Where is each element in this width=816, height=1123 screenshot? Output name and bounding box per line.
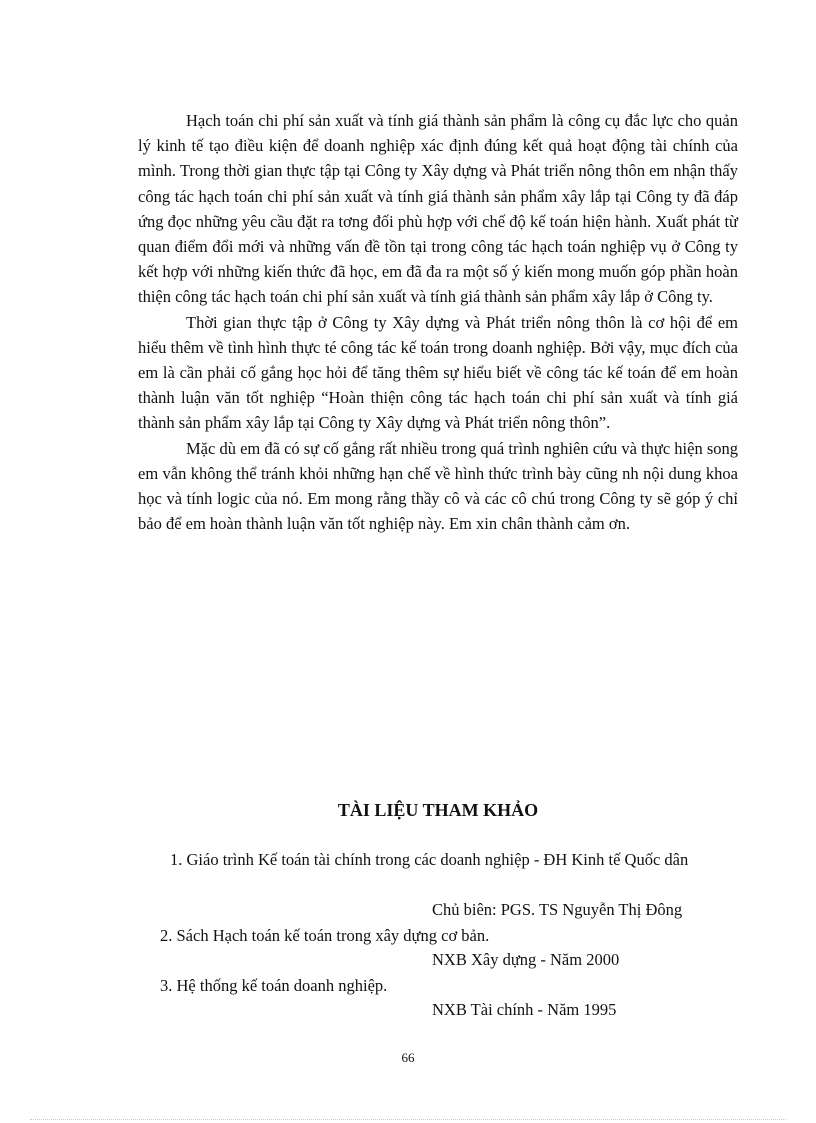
paragraph-2: Thời gian thực tập ở Công ty Xây dựng và Phát triển nông thôn là cơ hội để em hiểu thêm về tình hình thực té công tác kế toán trong doanh nghiệp. Bởi vậy, mục đích của em là cần phải cố gắng học hỏi để tăng thêm sự hiểu biết về công tác kế toán để em hoàn thành luận văn tốt nghiệp “Hoàn thiện công tác hạch toán chi phí sản xuất và tính giá thành sản phẩm xây lắp tại Công ty Xây dựng và Phát triển nông thôn”.: [138, 312, 738, 433]
reference-item-2: 2. Sách Hạch toán kế toán trong xây dựng cơ bản.: [160, 926, 490, 945]
references-title: TÀI LIỆU THAM KHẢO: [337, 800, 539, 820]
page-number: 66: [401, 1050, 415, 1065]
conclusion-text: [138, 108, 738, 536]
reference-item-1: 1. Giáo trình Kế toán tài chính trong các doanh nghiệp - ĐH Kinh tế Quốc dân: [170, 850, 689, 869]
paragraph-3: Mặc dù em đã có sự cố gắng rất nhiều trong quá trình nghiên cứu và thực hiện song em vẫn không thể tránh khỏi những hạn chế về hình thức trình bày cũng nh nội dung khoa học và tính logic của nó. Em mong rằng thầy cô và các cô chú trong Công ty sẽ góp ý chỉ bảo để em hoàn thành luận văn tốt nghiệp này. Em xin chân thành cảm ơn.: [138, 438, 738, 534]
paragraph-1: Hạch toán chi phí sản xuất và tính giá thành sản phẩm là công cụ đắc lực cho quản lý kinh tế tạo điều kiện để doanh nghiệp xác định đúng kết quả hoạt động tài chính của mình. Trong thời gian thực tập tại Công ty Xây dựng và Phát triển nông thôn em nhận thấy công tác hạch toán chi phí sản xuất và tính giá thành sản phẩm xây lắp tại Công ty đã đáp ứng đọc những yêu cầu đặt ra tơng đối phù hợp với chế độ kế toán hiện hành. Xuất phát từ quan điểm đổi mới và những vấn đề tồn tại trong công tác hạch toán nghiệp vụ ở Công ty kết hợp với những kiến thức đã học, em đã đa ra một số ý kiến mong muốn góp phần hoàn thiện công tác hạch toán chi phí sản xuất và tính giá thành sản phẩm xây lắp ở Công ty.: [138, 111, 738, 307]
reference-source-1: Chủ biên: PGS. TS Nguyễn Thị Đông: [432, 900, 683, 919]
reference-source-2: NXB Xây dựng - Năm 2000: [432, 950, 620, 969]
footer-divider: [30, 1119, 786, 1120]
reference-item-3: 3. Hệ thống kế toán doanh nghiệp.: [160, 976, 388, 995]
reference-source-3: NXB Tài chính - Năm 1995: [432, 1000, 617, 1019]
